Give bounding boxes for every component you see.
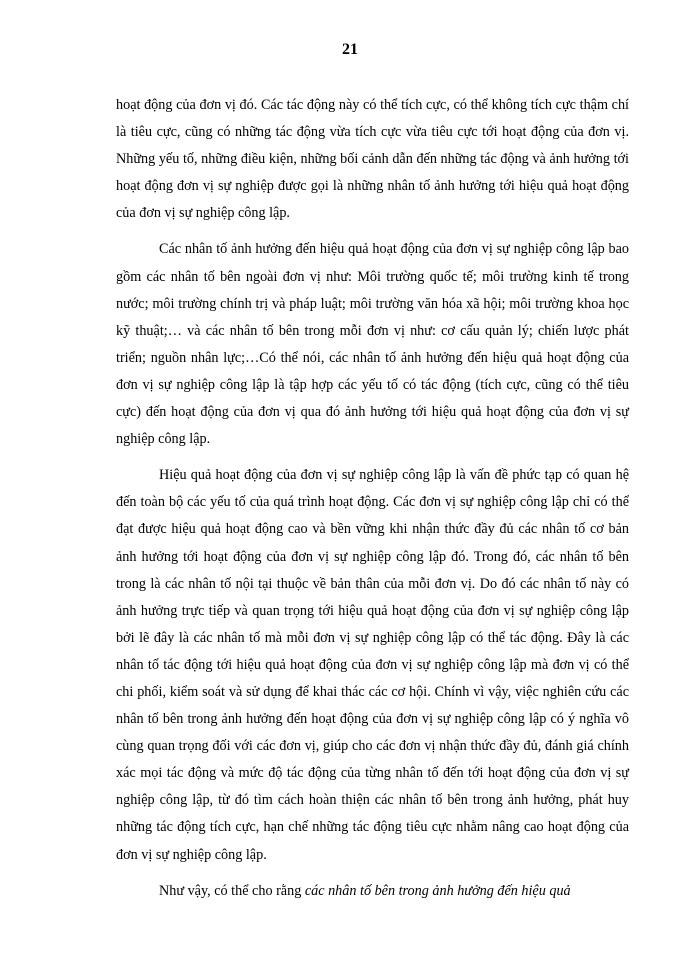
conclusion-plain-text: Như vậy, có thể cho rằng (159, 882, 305, 899)
paragraph-performance-efficiency: Hiệu quả hoạt động của đơn vị sự nghiệp công lập là vấn đề phức tạp có quan hệ đến toàn bộ các yếu tố của quá trình hoạt động. Các đơn vị sự nghiệp công lập chỉ có thể đạt được hiệu quả hoạt động cao và bền vững khi nhận thức đầy đủ các nhân tố cơ bản ảnh hưởng tới hoạt động của đơn vị sự nghiệp công lập đó. Trong đó, các nhân tố bên trong là các nhân tố nội tại thuộc về bản thân của mỗi đơn vị. Do đó các nhân tố này có ảnh hưởng trực tiếp và quan trọng tới hiệu quả hoạt động của đơn vị sự nghiệp công lập bởi lẽ đây là các nhân tố mà mỗi đơn vị sự nghiệp công lập có thể tác động. Đây là các nhân tố tác động tới hiệu quả hoạt động của đơn vị sự nghiệp công lập mà đơn vị có thể chi phối, kiểm soát và sử dụng để khai thác các cơ hội. Chính vì vậy, việc nghiên cứu các nhân tố bên trong ảnh hưởng đến hoạt động của đơn vị sự nghiệp công lập có ý nghĩa vô cùng quan trọng đối với các đơn vị, giúp cho các đơn vị nhận thức đầy đủ, đánh giá chính xác mọi tác động và mức độ tác động của từng nhân tố đến tới hoạt động của đơn vị sự nghiệp công lập, từ đó tìm cách hoàn thiện các nhân tố bên trong ảnh hưởng, phát huy những tác động tích cực, hạn chế những tác động tiêu cực nhằm nâng cao hoạt động của đơn vị sự nghiệp công lập. (116, 467, 629, 863)
page-number: 21 (342, 41, 358, 58)
paragraph-influencing-factors: Các nhân tố ảnh hưởng đến hiệu quả hoạt động của đơn vị sự nghiệp công lập bao gồm các nhân tố bên ngoài đơn vị như: Môi trường quốc tế; môi trường kinh tế trong nước; môi trường chính trị và pháp luật; môi trường văn hóa xã hội; môi trường khoa học kỹ thuật;… và các nhân tố bên trong mỗi đơn vị như: cơ cấu quản lý; chiến lược phát triển; nguồn nhân lực;…Có thể nói, các nhân tố ảnh hưởng đến hiệu quả hoạt động của đơn vị sự nghiệp công lập là tập hợp các yếu tố có tác động (tích cực, cũng có thể tiêu cực) đến hoạt động của đơn vị qua đó ảnh hưởng tới hiệu quả hoạt động của đơn vị sự nghiệp công lập. (116, 241, 629, 448)
paragraph-continued: hoạt động của đơn vị đó. Các tác động này có thể tích cực, có thể không tích cực thậm chí là tiêu cực, cũng có những tác động vừa tích cực vừa tiêu cực tới hoạt động của đơn vị. Những yếu tố, những điều kiện, những bối cảnh dẫn đến những tác động và ảnh hưởng tới hoạt động đơn vị sự nghiệp được gọi là những nhân tố ảnh hưởng tới hiệu quả hoạt động của đơn vị sự nghiệp công lập. (116, 97, 629, 222)
document-body (116, 92, 629, 914)
conclusion-italic-text: các nhân tố bên trong ảnh hưởng đến hiệu quả (304, 882, 571, 899)
paragraph-conclusion (116, 878, 629, 905)
